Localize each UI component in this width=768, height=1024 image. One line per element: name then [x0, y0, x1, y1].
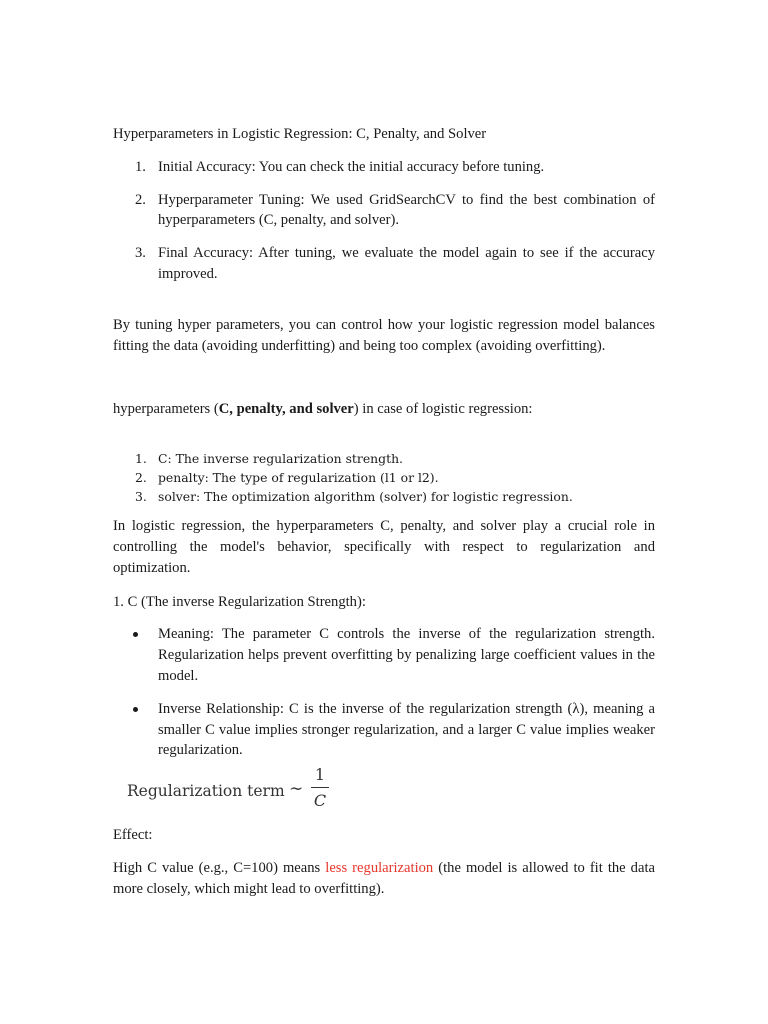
list-item-text: C: The inverse regularization strength.: [158, 451, 403, 467]
list-item: [113, 487, 655, 506]
document-heading: Hyperparameters in Logistic Regression: C, Penalty, and Solver: [113, 126, 487, 142]
list-item: [113, 243, 655, 285]
list-number: 2.: [135, 191, 146, 208]
list-item-text: penalty: The type of regularization (l1 or l2).: [158, 470, 439, 486]
formula-relation: ∼: [289, 779, 304, 800]
hyper-intro-before: hyperparameters (: [113, 401, 219, 418]
formula-lhs: Regularization term: [127, 782, 285, 801]
hyper-intro-bold: C, penalty, and solver: [218, 401, 354, 418]
effect-highlight: less regularization: [325, 859, 434, 876]
list-number: 3.: [135, 245, 146, 262]
role-paragraph: In logistic regression, the hyperparameters C, penalty, and solver play a crucial role in controlling the model's behavior, specifically with respect to regularization and optimization.: [113, 518, 655, 576]
effect-paragraph: [113, 858, 655, 900]
effect-label: Effect:: [113, 827, 153, 844]
c-bullet-list: [113, 624, 655, 761]
hyperparameters-intro: [113, 399, 655, 420]
hyper-intro-after: ) in case of logistic regression:: [353, 401, 533, 418]
list-item-text: Final Accuracy: After tuning, we evaluate the model again to see if the accuracy improved.: [158, 245, 655, 282]
list-item: [113, 157, 655, 178]
tuning-paragraph: By tuning hyper parameters, you can control how your logistic regression model balances fitting the data (avoiding underfitting) and being too complex (avoiding overfitting).: [113, 316, 655, 354]
document-page: [113, 124, 655, 900]
list-item-text: Meaning: The parameter C controls the inverse of the regularization strength. Regularization helps prevent overfitting by penalizing large coefficient values in the model.: [158, 626, 655, 684]
list-number: 2.: [135, 470, 147, 486]
formula-fraction: [311, 765, 329, 812]
list-item: [113, 624, 655, 686]
regularization-formula: [127, 765, 655, 817]
list-item: [113, 699, 655, 761]
tuning-steps-list: [113, 157, 655, 285]
effect-before: High C value (e.g., C=100) means: [113, 859, 326, 876]
list-item-text: solver: The optimization algorithm (solver) for logistic regression.: [158, 489, 573, 505]
formula-denominator: C: [313, 791, 327, 811]
section-c-title: 1. C (The inverse Regularization Strength):: [113, 593, 366, 610]
list-item-text: Inverse Relationship: C is the inverse of the regularization strength (λ), meaning a smaller C value implies stronger regularization, and a larger C value implies weaker regularization.: [158, 700, 655, 759]
list-number: 1.: [135, 158, 146, 175]
list-item: [113, 190, 655, 232]
bullet-icon: [133, 632, 138, 637]
bullet-icon: [133, 707, 138, 712]
list-item-text: Initial Accuracy: You can check the initial accuracy before tuning.: [158, 158, 545, 175]
list-item: [113, 449, 655, 468]
hyperparameters-list: [113, 449, 655, 506]
list-item-text: Hyperparameter Tuning: We used GridSearchCV to find the best combination of hyperparameters (C, penalty, and solver).: [158, 191, 655, 229]
list-number: 3.: [135, 489, 147, 505]
formula-numerator: 1: [314, 765, 326, 785]
effect-after: (the model is allowed to fit the data more closely, which might lead to overfitting).: [113, 859, 655, 897]
fraction-bar: [311, 787, 329, 788]
list-number: 1.: [135, 451, 147, 467]
list-item: [113, 468, 655, 487]
